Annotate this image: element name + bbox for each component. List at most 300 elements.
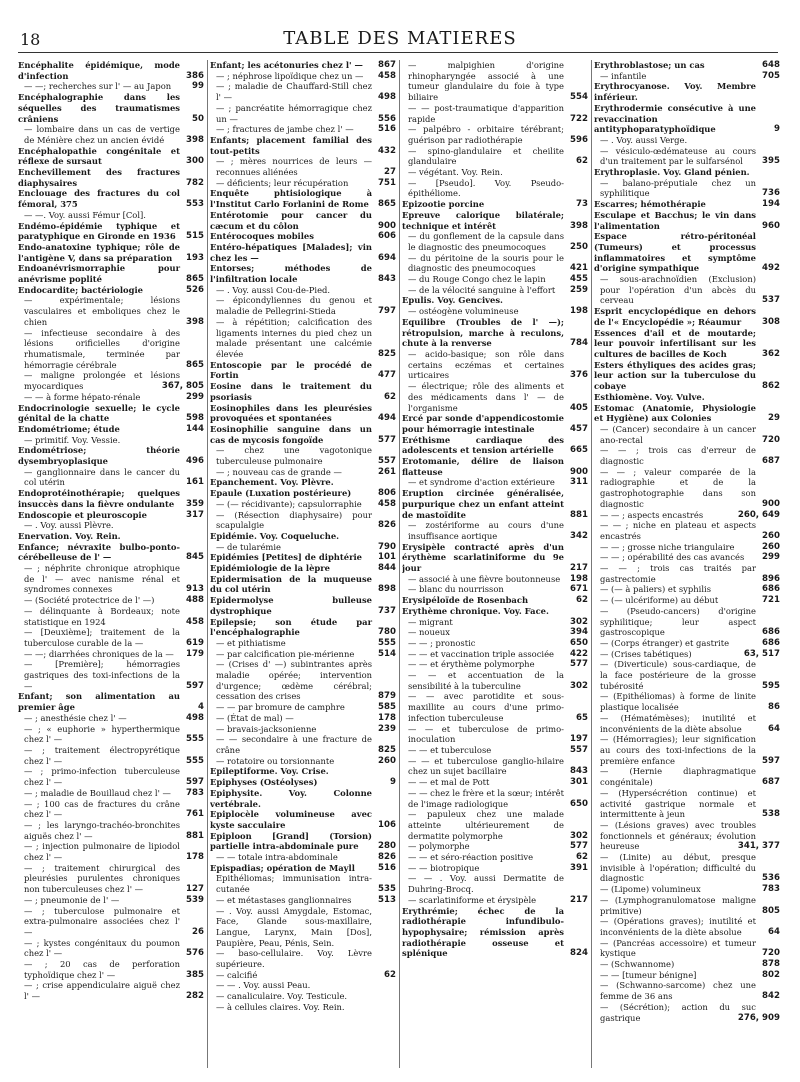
index-entry [210,970,396,981]
entry-text: — — et érythème polymorphe [408,659,535,670]
entry-text: Entérotomie pour cancer du cæcum et du côlon [210,209,372,231]
index-entry [594,424,780,445]
entry-page-ref: 457 [570,423,588,434]
index-entry [594,916,780,937]
page-header [0,0,800,60]
index-entry [210,809,396,830]
entry-text: — — et tuberculose de primo-inoculation [408,723,564,745]
index-entry [594,403,780,424]
index-entry [402,477,588,488]
index-entry [594,895,780,916]
entry-page-ref: 555 [378,637,396,648]
entry-text: — (Hémorragies); leur signification au cours des toxi-infections de la première enfance [600,734,756,766]
index-entry [210,499,396,510]
entry-text: Encéphalopathie congénitale et réflexe de sursaut [18,145,180,167]
entry-text: — — ; opérabilité des cas avancés [600,552,745,563]
entry-text: — (Pseudo-cancers) d'origine syphilitique; leur aspect gastroscopique [600,605,756,638]
entry-text: — ; maladie de Bouillaud chez l' — [24,787,171,798]
entry-page-ref: 62 [576,156,588,167]
entry-text: — ; maladie de Chauffard-Still chez l' — [216,81,372,103]
entry-page-ref: 63, 517 [743,648,780,659]
entry-text: Enfant; les acétonuries chez l' — [210,60,363,70]
index-column-1 [18,60,204,1068]
entry-page-ref: 64 [768,926,780,937]
entry-page-ref: 555 [186,734,204,745]
entry-page-ref: 458 [186,616,204,627]
entry-page-ref: 686 [762,627,780,638]
entry-page-ref: 751 [378,177,396,188]
entry-text: — —. Voy. aussi Fémur [Col]. [24,209,146,220]
index-entry [210,831,396,852]
index-entry [18,659,204,691]
index-entry [210,210,396,231]
entry-text: — — post-traumatique d'apparition rapide [408,102,564,124]
entry-page-ref: 4 [198,702,204,713]
entry-page-ref: 342 [570,530,588,541]
index-entry [210,124,396,135]
entry-text: — ; primo-infection tuberculeuse chez l' — [24,766,180,788]
entry-text: — ostéogène volumineuse [408,306,519,317]
entry-text: — blanc du nourrisson [408,584,504,595]
entry-text: — scarlatiniforme et érysipèle [408,894,537,905]
entry-text: Equilibre (Troubles de l' —); rétropulsion, marche à reculons, chute à la renverse [402,316,564,349]
entry-text: Epidermisation de la muqueuse du col utérin [210,573,372,595]
entry-page-ref: 276, 909 [737,1012,780,1023]
entry-text: — acido-basique; son rôle dans certains eczémas et certaines urticaires [408,348,564,381]
entry-text: — balano-préputiale chez un syphilitique [600,177,756,199]
entry-text: — — et vaccination triple associée [408,648,554,659]
entry-page-ref: 761 [186,809,204,820]
entry-page-ref: 665 [570,445,588,456]
index-entry [18,445,204,466]
entry-text: Erysipèle contracté après d'un érythème scarlatiniforme du 9e jour [402,541,564,574]
entry-text: Entorses; méthodes de l'infiltration locale [210,263,372,285]
entry-text: Epizootie porcine [402,199,485,210]
page-number: 18 [20,30,41,49]
entry-page-ref: 720 [762,434,780,445]
index-entry [210,531,396,542]
entry-text: — (Hypersécrétion continue) et activité gastrique normale et intermittente à jeun [600,787,756,820]
index-entry [594,445,780,466]
entry-text: — et métastases ganglionnaires [216,894,352,905]
entry-text: Endométriome; étude [18,423,120,434]
entry-text: — —; recherches sur l' — au Japon [24,81,172,92]
index-entry [594,178,780,199]
entry-page-ref: 783 [762,884,780,895]
index-entry [594,274,780,306]
entry-text: — vésiculo-œdémateuse au cours d'un traitement par le sulfarsénol [600,145,756,167]
entry-page-ref: 825 [378,348,396,359]
entry-page-ref: 782 [186,177,204,188]
entry-text: — ; pneumonie de l' — [24,894,120,905]
entry-text: Epanchement. Voy. Plèvre. [210,477,334,488]
entry-page-ref: 422 [570,648,588,659]
index-entry [210,403,396,424]
entry-page-ref: 194 [762,199,780,210]
index-entry [210,71,396,82]
entry-text: — — ; aspects encastrés [600,509,704,520]
index-entry [402,210,588,231]
entry-page-ref: 27 [384,167,396,178]
entry-page-ref: 260 [762,541,780,552]
entry-text: — ; néphrite chronique atrophique de l' — avec nanisme rénal et syndromes connexes [24,563,180,595]
index-entry [402,146,588,167]
entry-text: — — et tuberculose ganglio-hilaire chez un sujet bacillaire [408,755,564,777]
entry-page-ref: 260 [762,530,780,541]
entry-text: — canaliculaire. Voy. Testicule. [216,991,348,1002]
entry-text: — . Voy. aussi Cou-de-Pied. [216,284,331,295]
index-entry [210,702,396,713]
index-entry [18,906,204,938]
index-entry [210,424,396,445]
entry-page-ref: 900 [762,498,780,509]
entry-text: — — secondaire à une fracture de crâne [216,734,372,755]
entry-text: Enfance; névraxite bulbo-ponto-cérébelleuse de l' — [18,541,180,563]
index-entry [210,852,396,863]
entry-text: — délinquante à Bordeaux; note statistique en 1924 [24,605,180,627]
entry-page-ref: 596 [570,134,588,145]
index-entry [594,584,780,595]
index-entry [402,285,588,296]
index-entry [210,135,396,156]
entry-text: — expérimentale; lésions vasculaires et emboliques chez le chien [24,295,180,327]
index-entry [210,649,396,660]
entry-page-ref: 385 [186,969,204,980]
entry-page-ref: 721 [762,595,780,606]
entry-page-ref: 217 [570,563,588,574]
entry-text: — (État de mal) — [216,712,294,723]
index-entry [210,766,396,777]
index-entry [210,638,396,649]
index-entry [594,231,780,274]
index-entry [210,60,396,71]
entry-text: Endémo-épidémie typhique et paratyphique en Gironde en 1936 [18,220,180,242]
entry-page-ref: 62 [576,595,588,606]
index-entry [18,124,204,145]
entry-text: Epiphyses (Ostéolyses) [210,777,318,788]
entry-text: Entéro-hépatiques [Malades]; vin chez les — [210,241,372,263]
index-entry [18,691,204,712]
entry-page-ref: 881 [186,830,204,841]
entry-page-ref: 496 [186,456,204,467]
entry-text: — (Schwanno-sarcome) chez une femme de 36 ans [600,980,756,1002]
entry-page-ref: 432 [378,145,396,156]
entry-text: — du Rouge Congo chez le lapin [408,274,546,285]
entry-page-ref: 960 [762,220,780,231]
index-entry [594,552,780,563]
entry-page-ref: 494 [378,413,396,424]
entry-page-ref: 845 [186,552,204,563]
index-entry [210,595,396,616]
index-entry [594,520,780,541]
entry-page-ref: 516 [378,124,396,135]
entry-text: Enfants; placement familial des tout-petits [210,134,372,156]
entry-text: — rotatoire ou torsionnante [216,755,335,766]
entry-text: — [Pseudo]. Voy. Pseudo-épithéliome. [408,177,564,199]
entry-text: — . Voy. aussi Amygdale, Estomac, Face, Glande sous-maxillaire, Langue, Larynx, Main [Dos], Paupière, Peau, Pénis, Sein. [216,905,372,948]
entry-page-ref: 395 [762,156,780,167]
entry-text: — noueux [408,627,450,638]
entry-page-ref: 648 [762,60,780,70]
header-rule [18,52,778,53]
index-entry [210,242,396,263]
entry-page-ref: 687 [762,456,780,467]
entry-page-ref: 50 [192,113,204,124]
index-column-4 [594,60,780,1068]
index-entry [18,745,204,766]
entry-text: Epulis. Voy. Gencives. [402,295,503,306]
entry-text: — — et mal de Pott [408,777,490,788]
entry-page-ref: 477 [378,370,396,381]
entry-page-ref: 898 [378,584,396,595]
index-entry [402,777,588,788]
entry-page-ref: 9 [390,777,396,788]
index-entry [18,60,204,81]
entry-text: — palpébro - orbitaire térébrant; guérison par radiothérapie [408,124,564,145]
entry-page-ref: 317 [186,509,204,520]
index-entry [210,188,396,209]
entry-page-ref: 865 [378,199,396,210]
index-entry [18,328,204,371]
entry-page-ref: 302 [570,680,588,691]
index-entry [402,863,588,874]
entry-text: Esculape et Bacchus; le vin dans l'alimentation [594,209,756,231]
entry-text: Erythrémie; échec de la radiothérapie infundibulo-hypophysaire; rémission après radiothérapie osseuse et splénique [402,905,564,959]
index-entry [402,295,588,306]
index-entry [594,60,780,71]
entry-text: — — ; pronostic [408,637,476,648]
entry-page-ref: 398 [186,316,204,327]
index-entry [18,788,204,799]
entry-page-ref: 62 [384,391,396,402]
index-entry [594,510,780,521]
index-entry [18,295,204,327]
entry-page-ref: 198 [570,573,588,584]
entry-page-ref: 784 [570,338,588,349]
entry-text: — ; pancréatite hémorragique chez un — [216,102,372,124]
index-entry [210,477,396,488]
entry-text: — ; fractures de jambe chez l' — [216,124,354,135]
entry-page-ref: 900 [570,466,588,477]
entry-text: — — ; valeur comparée de la radiographie et de la gastrophotographie dans son diagnostic [600,466,756,509]
entry-page-ref: 598 [186,413,204,424]
entry-page-ref: 391 [570,862,588,873]
entry-text: Enervation. Voy. Rein. [18,530,121,541]
index-entry [594,959,780,970]
entry-page-ref: 843 [570,766,588,777]
entry-text: — (Hernie diaphragmatique congénitale) [600,766,756,788]
index-entry [594,820,780,852]
entry-page-ref: 197 [570,734,588,745]
entry-text: — (Cancer) secondaire à un cancer ano-rectal [600,423,756,445]
entry-page-ref: 619 [186,637,204,648]
entry-text: — (Pancréas accessoire) et tumeur kystique [600,937,756,959]
entry-text: — et pithiatisme [216,637,286,648]
index-entry [18,542,204,563]
entry-page-ref: 99 [192,81,204,92]
entry-page-ref: 539 [186,894,204,905]
index-entry [402,274,588,285]
entry-text: Epispadias; opération de Mayll [210,862,355,873]
index-entry [210,445,396,466]
entry-text: — — ; grosse niche triangulaire [600,541,735,552]
entry-text: — associé à une fièvre boutonneuse [408,573,561,584]
entry-text: Epidémies [Petites] de diphtérie [210,552,363,563]
entry-text: Entoscopie par le procédé de Fortin [210,359,372,381]
entry-text: — ; traitement électropyrétique chez l' — [24,745,180,766]
index-entry [594,788,780,820]
entry-text: — — à forme hépato-rénale [24,391,141,402]
index-entry [18,606,204,627]
entry-page-ref: 302 [570,616,588,627]
entry-page-ref: 73 [576,199,588,210]
index-entry [210,980,396,991]
index-entry [402,617,588,628]
index-entry [402,691,588,723]
entry-page-ref: 824 [570,948,588,959]
entry-text: Eosinophiles dans les pleurésies provoquées et spontanées [210,402,372,424]
entry-text: — déficients; leur récupération [216,177,349,188]
index-entry [402,231,588,252]
entry-page-ref: 299 [186,391,204,402]
entry-text: — (Hématémèses); inutilité et inconvénients de la diète absolue [600,712,756,734]
entry-page-ref: 367, 805 [161,381,204,392]
entry-text: — (Crises d' —) subintrantes après maladie opérée; intervention d'urgence; œdème cérébral; cessation des crises [216,659,372,702]
entry-text: — (Résection diaphysaire) pour scapulalgie [216,509,372,531]
entry-text: Eréthisme cardiaque des adolescents et tension artérielle [402,434,564,456]
index-entry [210,178,396,189]
index-entry [210,231,396,242]
entry-page-ref: 376 [570,370,588,381]
entry-text: Erythrodermie consécutive à une revaccination antityphoparatyphoïdique [594,102,756,135]
entry-text: — du péritoine de la souris pour le diagnostic des pneumocoques [408,252,564,274]
entry-page-ref: 458 [378,498,396,509]
entry-text: — ; anesthésie chez l' — [24,712,127,723]
entry-text: — (Lésions graves) avec troubles fonctionnels et généraux; évolution heureuse [600,819,756,852]
index-entry [18,531,204,542]
index-entry [594,638,780,649]
entry-page-ref: 535 [378,884,396,895]
entry-text: — — et accentuation de la sensibilité à la tuberculine [408,670,564,691]
index-entry [18,980,204,1001]
entry-text: — — et tuberculose [408,745,492,755]
index-entry [594,970,780,981]
index-entry [402,852,588,863]
entry-text: — ; 100 cas de fractures du crâne chez l' — [24,798,180,820]
entry-page-ref: 280 [378,841,396,852]
entry-text: Epreuve calorique bilatérale; technique et intérêt [402,209,564,231]
entry-page-ref: 843 [378,274,396,285]
index-entry [594,734,780,766]
entry-text: — (— à paliers) et syphilis [600,584,711,595]
entry-text: — bravais-jacksonienne [216,723,317,734]
entry-text: — — totale intra-abdominale [216,852,338,863]
entry-text: Endoscopie et pleuroscopie [18,509,147,520]
index-entry [594,306,780,327]
entry-page-ref: 736 [762,188,780,199]
index-entry [210,863,396,874]
index-entry [594,980,780,1001]
index-entry [402,659,588,670]
index-entry [402,542,588,574]
index-entry [594,210,780,231]
entry-page-ref: 806 [378,488,396,499]
entry-text: Epidémiologie de la lèpre [210,563,331,574]
entry-page-ref: 398 [570,220,588,231]
entry-page-ref: 913 [186,584,204,595]
index-column-2 [210,60,396,1068]
index-entry [210,659,396,702]
index-entry [210,542,396,553]
entry-page-ref: 705 [762,70,780,81]
entry-text: Esprit encyclopédique en dehors de l'« Encyclopédie »; Réaumur [594,306,756,327]
index-entry [18,146,204,167]
entry-page-ref: 538 [762,809,780,820]
entry-page-ref: 577 [378,434,396,445]
entry-page-ref: 29 [768,413,780,424]
entry-page-ref: 802 [762,969,780,980]
entry-text: Epaule (Luxation postérieure) [210,488,352,499]
entry-text: — — ; trois cas d'erreur de diagnostic [600,445,756,467]
entry-page-ref: 900 [378,220,396,231]
index-entry [594,199,780,210]
entry-text: — — par bromure de camphre [216,702,345,713]
index-entry [402,873,588,894]
index-entry [402,349,588,381]
entry-page-ref: 865 [186,274,204,285]
index-entry [594,71,780,82]
index-entry [210,895,396,906]
index-entry [18,403,204,424]
column-divider [591,60,592,1068]
index-entry [210,381,396,402]
index-column-3 [402,60,588,1068]
entry-page-ref: 780 [378,627,396,638]
entry-page-ref: 498 [186,712,204,723]
index-entry [18,510,204,521]
entry-text: — (Schwannome) [600,959,675,970]
index-entry [402,841,588,852]
entry-text: — ; nouveau cas de grande — [216,466,342,477]
entry-text: Erysipéloïde de Rosenbach [402,595,529,606]
index-entry [402,60,588,103]
entry-page-ref: 64 [768,723,780,734]
entry-page-ref: 557 [570,745,588,755]
index-entry [210,724,396,735]
index-entry [18,435,204,446]
entry-page-ref: 722 [570,113,588,124]
entry-page-ref: 896 [762,573,780,584]
index-entry [18,221,204,242]
index-entry [402,809,588,841]
index-entry [18,713,204,724]
entry-page-ref: 720 [762,948,780,959]
entry-page-ref: 513 [378,894,396,905]
index-entry [18,799,204,820]
index-entry [210,873,396,894]
entry-text: — ; injection pulmonaire de lipiodol chez l' — [24,841,180,863]
entry-page-ref: 737 [378,605,396,616]
entry-page-ref: 308 [762,316,780,327]
index-entry [18,520,204,531]
index-entry [210,510,396,531]
index-entry [594,328,780,360]
entry-page-ref: 250 [570,241,588,252]
entry-text: — et syndrome d'action extérieure [408,477,555,488]
entry-text: — infantile [600,70,647,81]
entry-text: Esters éthyliques des acides gras; leur action sur la tuberculose du cobaye [594,359,756,392]
index-entry [594,649,780,660]
